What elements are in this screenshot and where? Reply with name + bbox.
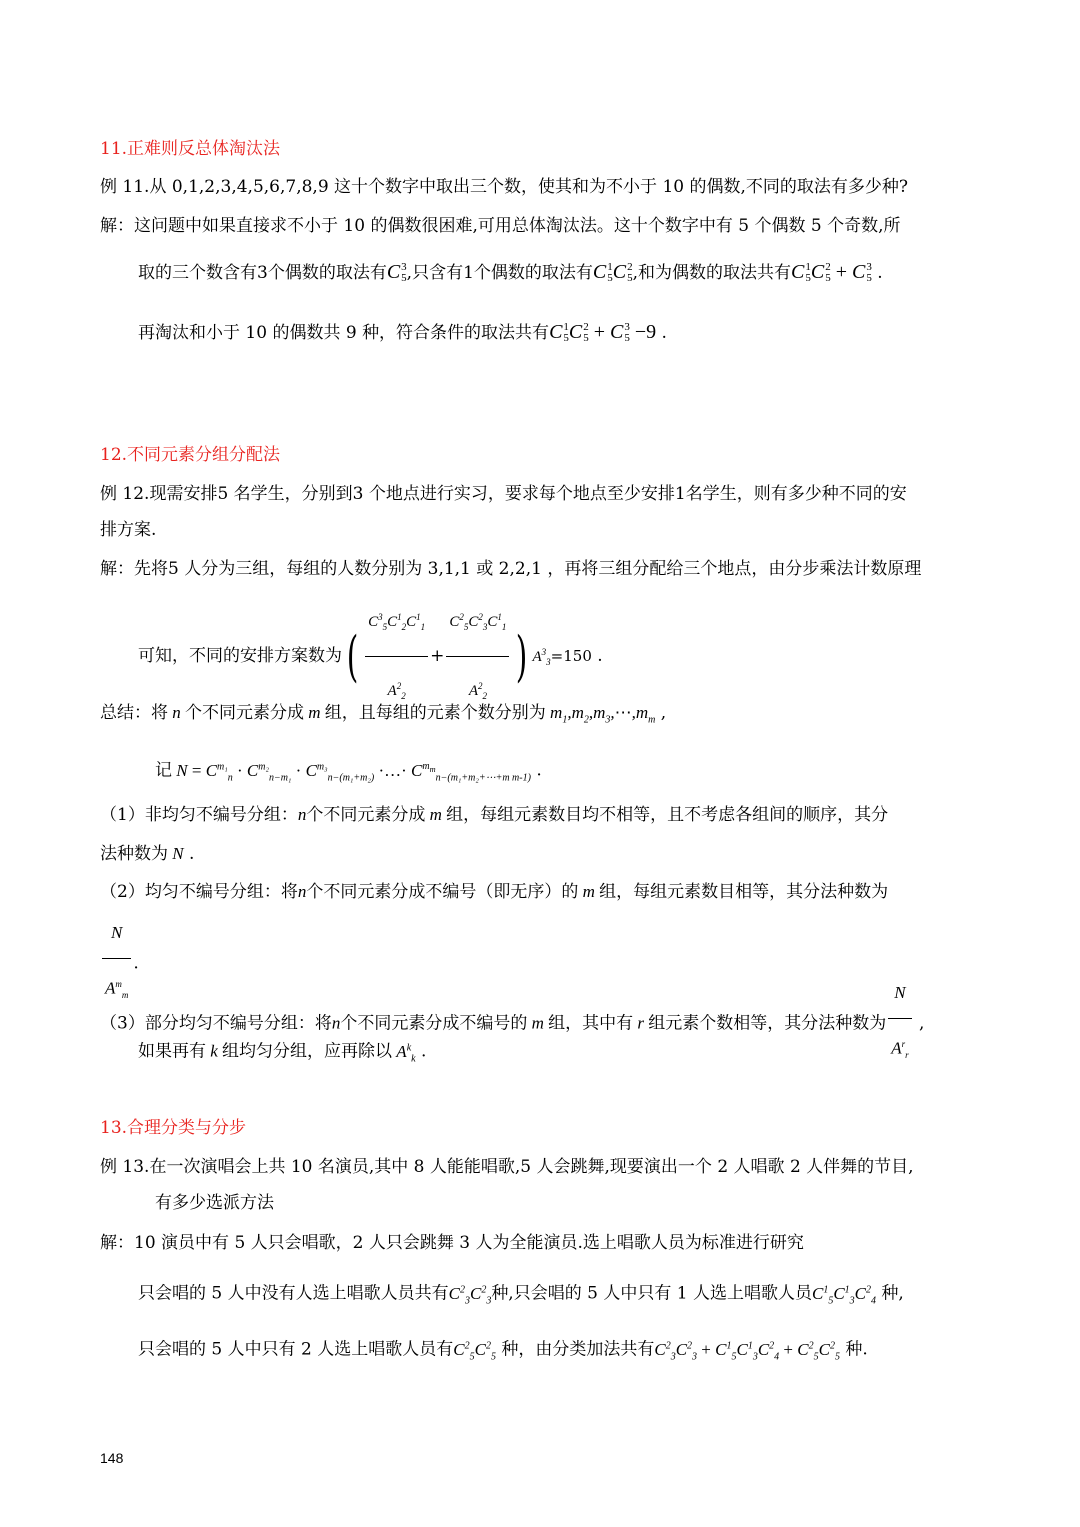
solution-11-text-c: ,和为偶数的取法共有 [632,263,791,283]
example-12-line1: 例 12.现需安排5 名学生，分别到3 个地点进行实习，要求每个地点至少安排1名学生，则有多少种不同的安 [100,484,907,504]
solution-11-text-a: 取的三个数含有3个偶数的取法有 [138,263,387,283]
example-13-line2: 有多少选派方法 [155,1193,274,1213]
item-3-text-b: 个不同元素分成不编号的 [340,1013,528,1034]
item-1-text-b: 个不同元素分成 [306,805,426,825]
summary-line: 总结：将 n 个不同元素分成 m 组，且每组的元素个数分别为 $m_1,m_2,m_3,\cdots,m_m$ , [100,703,667,726]
item-1-line2: 法种数为 N . [100,844,195,864]
example-12-line2: 排方案. [100,520,157,540]
solution-12-line2: 可知，不同的安排方案数为( $\frac{C^3_5C^1_2C^1_1}{A^2_2}$ + $\frac{C^2_5C^2_3C^1_1}{A^2_2}$ ) $A^3_3=150$ . [138,590,603,723]
solution-11-text-d: 再淘汰和小于 10 的偶数共 9 种，符合条件的取法共有 [138,323,550,343]
section-11-heading: 11.正难则反总体淘汰法 [100,139,281,159]
item-3-text-d: 组元素个数相等，其分法种数为 [648,1013,887,1034]
solution-11-line3: 再淘汰和小于 10 的偶数共 9 种，符合条件的取法共有C 1 5 C 2 5 + C 3 5 −9 . [138,321,667,345]
item-1-line1: （1）非均匀不编号分组：n个不同元素分成 m 组，每组元素数目均不相等，且不考虑各组间的顺序，其分 [100,805,889,825]
item-3-text-f: 组均匀分组，应再除以 [222,1041,393,1062]
section-12-heading: 12.不同元素分组分配法 [100,445,281,465]
item-1-text-c: 组，每组元素数目均不相等，且不考虑各组间的顺序，其分 [446,805,889,825]
solution-11-end: −9 [634,321,657,343]
item-1-text-a: （1）非均匀不编号分组： [100,805,298,825]
example-13-line1: 例 13.在一次演唱会上共 10 名演员,其中 8 人能能唱歌,5 人会跳舞,现要演出一个 2 人唱歌 2 人伴舞的节目, [100,1157,914,1177]
item-3-line1: （3）部分均匀不编号分组：将n个不同元素分成不编号的 m 组，其中有 r 组元素个数相等，其分法种数为 $\frac{N}{A^r_r}$ , [100,970,924,1078]
solution-13-text-d: 只会唱的 5 人中只有 2 人选上唱歌人员有 [138,1339,454,1360]
section-13-heading: 13.合理分类与分步 [100,1118,247,1138]
solution-11-text-b: ,只含有1个偶数的取法有 [406,263,593,283]
note-line: 记 $N = C^{m_1}_n \cdot C^{m_2}_{n-m_1} \cdot C^{m_3}_{n-(m_1+m_2)}$ ·…· $C^{m_m}_{n-(m_1+m_2+\cdots+m m-1)}$ . [155,760,542,784]
item-2-text-b: 个不同元素分成不编号（即无序）的 [306,882,579,902]
summary-label: 总结：将 [100,703,168,723]
item-2-text-c: 组，每组元素数目相等，其分法种数为 [599,882,889,902]
summary-text-b: 组，且每组的元素个数分别为 [324,703,546,723]
solution-11-line2: 取的三个数含有3个偶数的取法有C 3 5 ,只含有1个偶数的取法有C 1 5 C 2 5 ,和为偶数的取法共有C 1 5 C 2 5 + C 3 5 . [138,261,883,285]
solution-12-line1: 解：先将5 人分为三组，每组的人数分别为 3,1,1 或 2,2,1 ，再将三组分配给三个地点，由分步乘法计数原理 [100,559,922,579]
solution-13-line2: 只会唱的 5 人中没有人选上唱歌人员共有$C^2_3C^2_3$种,只会唱的 5 人中只有 1 人选上唱歌人员$C^1_5C^1_3C^2_4$ 种, [138,1283,904,1307]
item-2-text-a: （2）均匀不编号分组：将 [100,882,298,902]
solution-12-text-a: 可知，不同的安排方案数为 [138,646,342,666]
solution-13-text-c: 种, [881,1283,904,1304]
example-11-text: 例 11.从 0,1,2,3,4,5,6,7,8,9 这十个数字中取出三个数，使其和为不小于 10 的偶数,不同的取法有多少种? [100,177,908,197]
solution-13-line1: 解：10 演员中有 5 人只会唱歌，2 人只会跳舞 3 人为全能演员.选上唱歌人员为标准进行研究 [100,1233,804,1253]
solution-13-text-e: 种，由分类加法共有 [501,1339,655,1360]
item-3-text-a: （3）部分均匀不编号分组：将 [100,1013,332,1034]
item-1-text-d: 法种数为 [100,844,168,864]
page-number: 148 [100,1450,124,1466]
solution-12-result: =150 [550,647,592,665]
item-2-fraction: $\frac{N}{A^m_m}$ . [100,910,139,1018]
solution-13-text-f: 种. [845,1339,868,1360]
item-3-line2: 如果再有 k 组均匀分组，应再除以 $A^k_k$ . [138,1041,427,1065]
item-3-text-c: 组，其中有 [548,1013,634,1034]
solution-13-text-b: 种,只会唱的 5 人中只有 1 人选上唱歌人员 [491,1283,812,1304]
solution-11-line1: 解：这问题中如果直接求不小于 10 的偶数很困难,可用总体淘汰法。这十个数字中有 5 个偶数 5 个奇数,所 [100,216,901,236]
solution-13-text-a: 只会唱的 5 人中没有人选上唱歌人员共有 [138,1283,449,1304]
note-label: 记 [155,760,172,781]
summary-text-a: 个不同元素分成 [185,703,304,723]
item-2-line1: （2）均匀不编号分组：将n个不同元素分成不编号（即无序）的 m 组，每组元素数目相等，其分法种数为 [100,882,889,902]
item-3-text-e: 如果再有 [138,1041,206,1062]
solution-13-line3: 只会唱的 5 人中只有 2 人选上唱歌人员有$C^2_5C^2_5$ 种，由分类加法共有$C^2_3C^2_3 + C^1_5C^1_3C^2_4 + C^2_5C^2_5$ 种. [138,1339,868,1363]
